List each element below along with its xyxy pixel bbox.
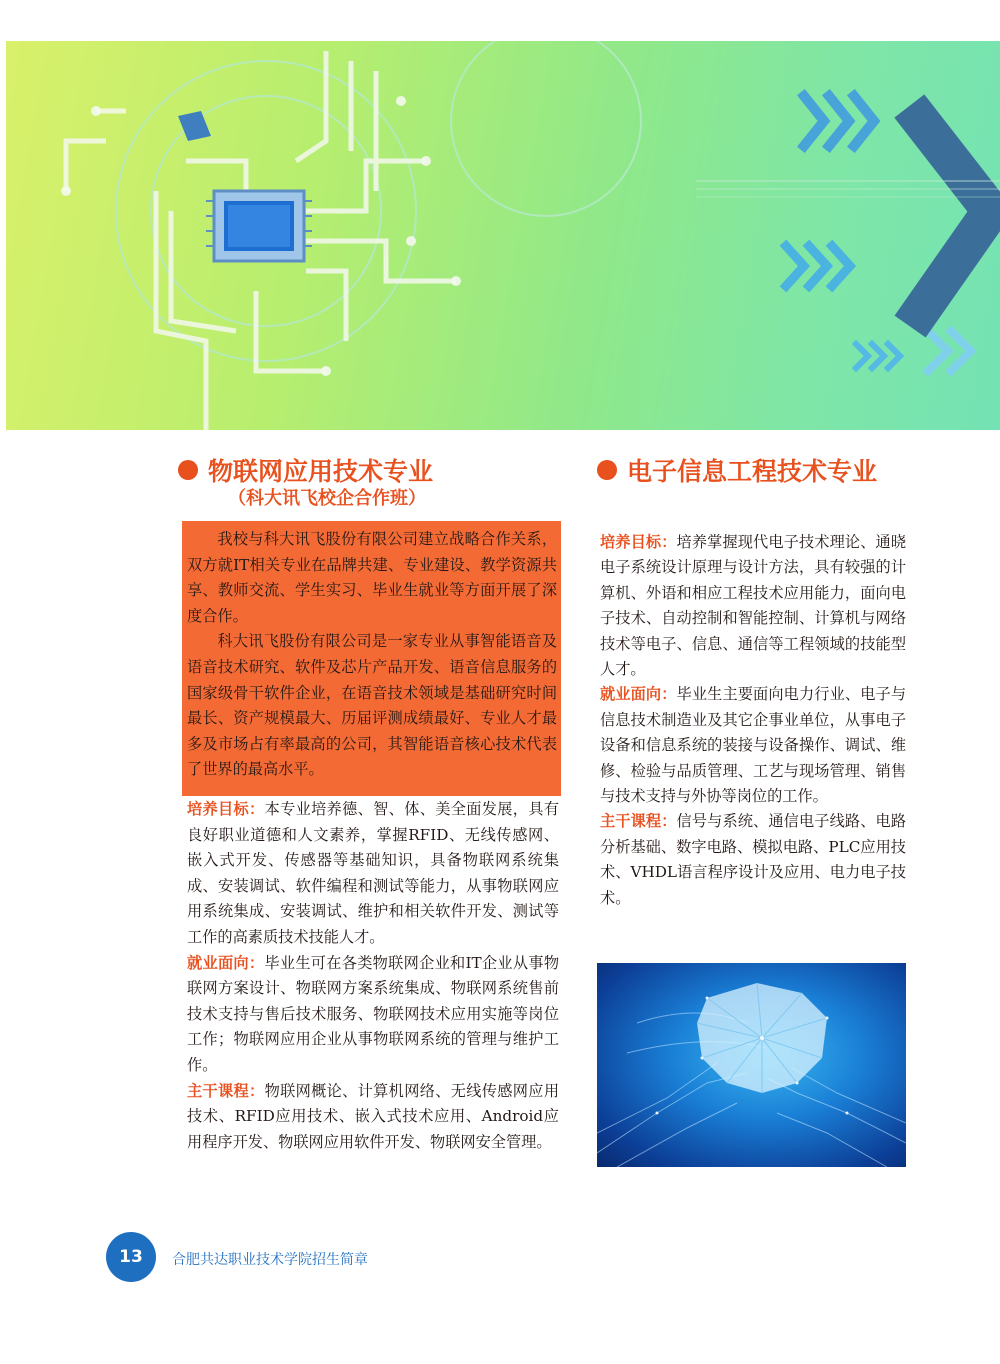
left-career-paragraph: [187, 951, 559, 1079]
left-goal-text: 本专业培养德、智、体、美全面发展，具有良好职业道德和人文素养，掌握RFID、无线传感网、嵌入式开发、传感器等基础知识，具备物联网系统集成、安装调试、软件编程和测试等能力，从事物联网应用系统集成、安装调试、维护和相关软件开发、测试等工作的高素质技术技能人才。: [187, 800, 560, 946]
left-course-text: 物联网概论、计算机网络、无线传感网应用技术、RFID应用技术、嵌入式技术应用、Android应用程序开发、物联网应用软件开发、物联网安全管理。: [187, 1081, 560, 1151]
left-career-text: 毕业生可在各类物联网企业和IT企业从事物联网方案设计、物联网方案系统集成、物联网系统售前技术支持与售后技术服务、物联网技术应用实施等岗位工作；物联网应用企业从事物联网系统的管理与维护工作。: [187, 953, 560, 1074]
right-course-paragraph: [600, 809, 906, 911]
left-section-subtitle: （科大讯飞校企合作班）: [228, 488, 426, 509]
right-career-paragraph: [600, 682, 906, 809]
left-goal-paragraph: [187, 797, 559, 951]
right-title-text: 电子信息工程技术专业: [627, 457, 878, 486]
handshake-wireframe-graphic: [597, 963, 906, 1167]
right-goal-label: 培养目标：: [600, 533, 677, 551]
left-goal-label: 培养目标：: [187, 800, 265, 818]
right-goal-text: 培养掌握现代电子技术理论、通晓电子系统设计原理与设计方法，具有较强的计算机、外语和相应工程技术应用能力，面向电子技术、自动控制和智能控制、计算机与网络技术等电子、信息、通信等工程领域的技能型人才。: [600, 533, 907, 679]
right-section-title: [597, 452, 877, 488]
left-course-paragraph: [187, 1079, 559, 1156]
right-column-body: [600, 530, 906, 911]
left-section-title: [178, 452, 433, 488]
intro-paragraph-1: 我校与科大讯飞股份有限公司建立战略合作关系，双方就IT相关专业在品牌共建、专业建设、教学资源共享、教师交流、学生实习、毕业生就业等方面开展了深度合作。: [187, 530, 557, 625]
intro-text: [187, 527, 557, 783]
circuit-chip-illustration: [6, 41, 1000, 430]
left-course-label: 主干课程：: [187, 1081, 265, 1100]
right-career-label: 就业面向：: [600, 685, 677, 704]
orange-bullet-icon: [178, 460, 198, 480]
right-career-text: 毕业生主要面向电力行业、电子与信息技术制造业及其它企事业单位，从事电子设备和信息系统的装接与设备操作、调试、维修、检验与品质管理、工艺与现场管理、销售与技术支持与外协等岗位的工作。: [600, 685, 907, 806]
digital-handshake-image: [597, 963, 906, 1167]
page-number-badge: 13: [106, 1232, 156, 1282]
right-course-text: 信号与系统、通信电子线路、电路分析基础、数字电路、模拟电路、PLC应用技术、VHDL语言程序设计及应用、电力电子技术。: [600, 812, 907, 907]
right-course-label: 主干课程：: [600, 812, 677, 831]
orange-bullet-icon: [597, 460, 617, 480]
left-column-body: [187, 797, 559, 1155]
intro-paragraph-2: 科大讯飞股份有限公司是一家专业从事智能语音及语音技术研究、软件及芯片产品开发、语音信息服务的国家级骨干软件企业，在语音技术领域是基础研究时间最长、资产规模最大、历届评测成绩最好、专业人才最多及市场占有率最高的公司，其智能语音核心技术代表了世界的最高水平。: [187, 632, 557, 779]
header-banner: [6, 41, 1000, 430]
left-career-label: 就业面向：: [187, 953, 265, 972]
right-goal-paragraph: [600, 530, 906, 682]
left-title-text: 物联网应用技术专业: [208, 457, 434, 486]
footer-title: 合肥共达职业技术学院招生简章: [172, 1252, 368, 1268]
